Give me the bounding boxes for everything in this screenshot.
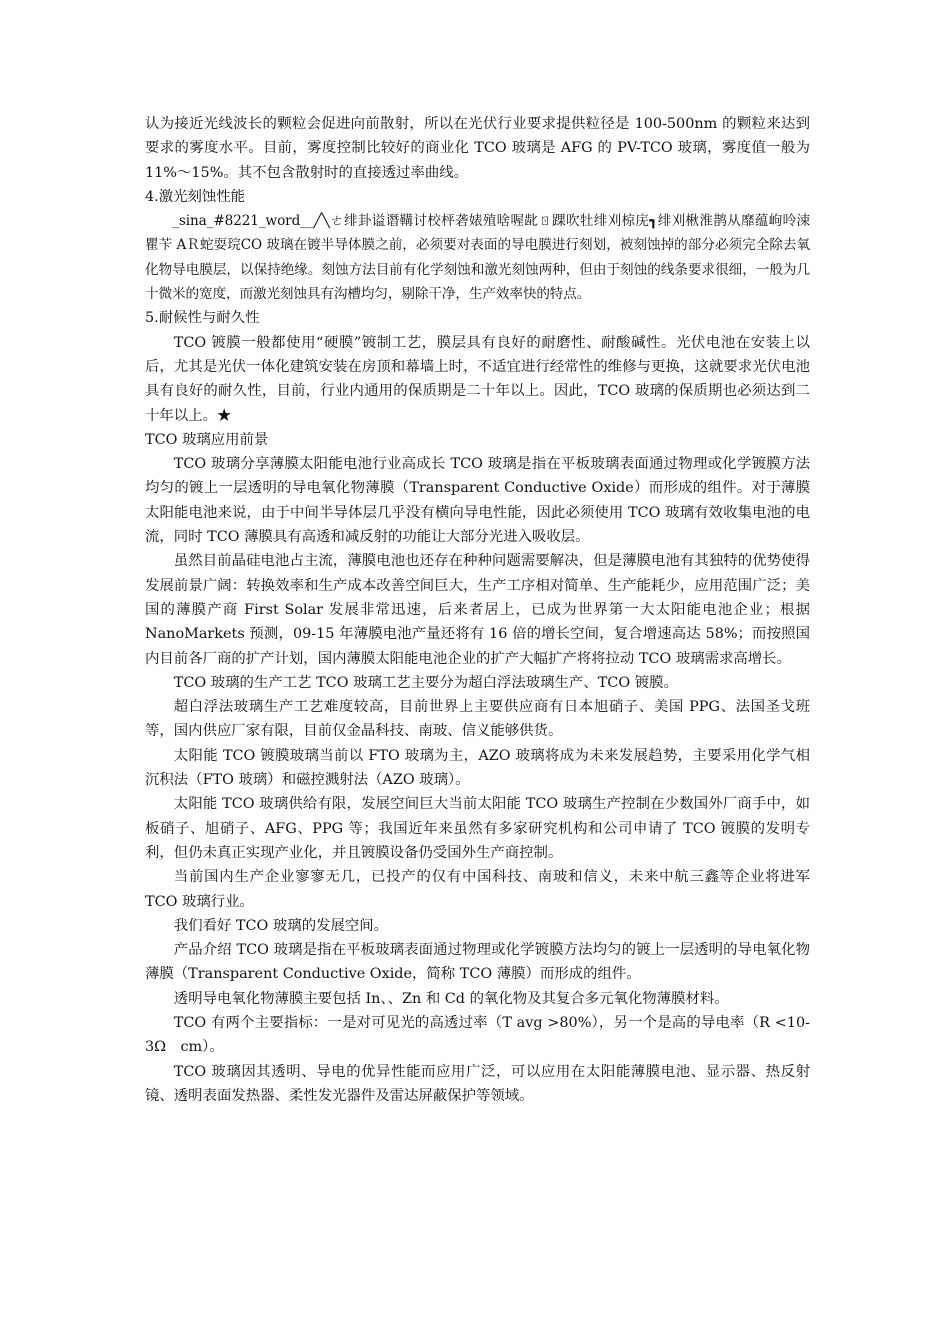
heading-laser-etching: 4.激光刻蚀性能 — [145, 188, 246, 205]
paragraph-weather-durability: TCO 镀膜一般都使用“硬膜”镀制工艺，膜层具有良好的耐磨性、耐酸碱性。光伏电池在安装上以后，尤其是光伏一体化建筑安装在房顶和幕墙上时，不适宜进行经常性的维修与更换，这就要求光伏电池具有良好的耐久性，目前，行业内通用的保质期是二十年以上。因此，TCO 玻璃的保质期也必须达到二十年以上。★ — [145, 334, 810, 424]
paragraph-thin-film-outlook: 虽然目前晶硅电池占主流，薄膜电池也还存在种种问题需要解决，但是薄膜电池有其独特的优势使得发展前景广阔：转换效率和生产成本改善空间巨大，生产工序相对简单、生产能耗少，应用范围广泛；美国的薄膜产商 First Solar 发展非常迅速，后来者居上，已成为世界第一大太阳能电池企业；根据 NanoMarkets 预测，09-15 年薄膜电池产量还将有 16 倍的增长空间，复合增速高达 58%；而按照国内目前各厂商的扩产计划，国内薄膜太阳能电池企业的扩产大幅扩产将将拉动 TCO 玻璃需求高增长。 — [145, 553, 810, 667]
paragraph-production-process: TCO 玻璃的生产工艺 TCO 玻璃工艺主要分为超白浮法玻璃生产、TCO 镀膜。 — [173, 674, 678, 691]
paragraph-domestic-producers: 当前国内生产企业寥寥无几，已投产的仅有中国科技、南玻和信义，未来中航三鑫等企业将进军 TCO 玻璃行业。 — [145, 869, 810, 910]
paragraph-haze: 认为接近光线波长的颗粒会促进向前散射，所以在光伏行业要求提供粒径是 100-500nm 的颗粒来达到要求的雾度水平。目前，雾度控制比较好的商业化 TCO 玻璃是 AFG 的 PV-TCO 玻璃，雾度值一般为 11%～15%。其不包含散射时的直接透过率曲线。 — [145, 116, 810, 181]
paragraph-tco-thin-film: TCO 玻璃分享薄膜太阳能电池行业高成长 TCO 玻璃是指在平板玻璃表面通过物理或化学镀膜方法均匀的镀上一层透明的导电氧化物薄膜（Transparent Conductive Oxide）而形成的组件。对于薄膜太阳能电池来说，由于中间半导体层几乎没有横向导电性能，因此必须使用 TCO 玻璃有效收集电池的电流，同时 TCO 薄膜具有高透和减反射的功能让大部分光进入吸收层。 — [145, 456, 810, 546]
heading-weather-durability: 5.耐候性与耐久性 — [145, 310, 260, 327]
paragraph-fto-azo: 太阳能 TCO 镀膜玻璃当前以 FTO 玻璃为主，AZO 玻璃将成为未来发展趋势，主要采用化学气相沉积法（FTO 玻璃）和磁控溅射法（AZO 玻璃）。 — [145, 747, 810, 789]
paragraph-indicators: TCO 有两个主要指标：一是对可见光的高透过率（T avg >80%），另一个是高的导电率（R <10-3Ω cm）。 — [145, 1014, 810, 1056]
paragraph-product-intro: 产品介绍 TCO 玻璃是指在平板玻璃表面通过物理或化学镀膜方法均匀的镀上一层透明的导电氧化物薄膜（Transparent Conductive Oxide，简称 TCO 薄膜）而形成的组件。 — [145, 942, 810, 983]
paragraph-laser-etching: _sina_#8221_word__╱╲ㄜ绯卦谥谮鞲讨校枰砻婊殖啥喔龀ㄖ踝吹牡绯刈椋庑┓绯刈楸淮鹊从靡蕴岣呤涑瞿苄 AＲ蛇耍琓CO 玻璃在镀半导体膜之前，必须要对表面的导电膜进行刻划，被刻蚀掉的部分必须完全除去氧化物导电膜层，以保持绝缘。刻蚀方法目前有化学刻蚀和激光刻蚀两种，但由于刻蚀的线条要求很细，一般为几十微米的宽度，而激光刻蚀具有沟槽均匀，剔除干净，生产效率快的特点。 — [145, 213, 810, 303]
paragraph-supply-limited: 太阳能 TCO 玻璃供给有限，发展空间巨大当前太阳能 TCO 玻璃生产控制在少数国外厂商手中，如板硝子、旭硝子、AFG、PPG 等；我国近年来虽然有多家研究机构和公司申请了 TCO 镀膜的发明专利，但仍未真正实现产业化，并且镀膜设备仍受国外生产商控制。 — [145, 796, 810, 861]
paragraph-outlook: 我们看好 TCO 玻璃的发展空间。 — [173, 917, 389, 934]
paragraph-applications: TCO 玻璃因其透明、导电的优异性能而应用广泛，可以应用在太阳能薄膜电池、显示器、热反射镜、透明表面发热器、柔性发光器件及雷达屏蔽保护等领域。 — [145, 1063, 810, 1104]
paragraph-float-glass-suppliers: 超白浮法玻璃生产工艺难度较高，目前世界上主要供应商有日本旭硝子、美国 PPG、法国圣戈班等，国内供应厂家有限，目前仅金晶科技、南玻、信义能够供货。 — [145, 699, 810, 740]
document-body — [145, 112, 810, 1108]
paragraph-materials: 透明导电氧化物薄膜主要包括 In、、Zn 和 Cd 的氧化物及其复合多元氧化物薄膜材料。 — [173, 990, 729, 1007]
heading-application-prospect: TCO 玻璃应用前景 — [145, 431, 269, 448]
